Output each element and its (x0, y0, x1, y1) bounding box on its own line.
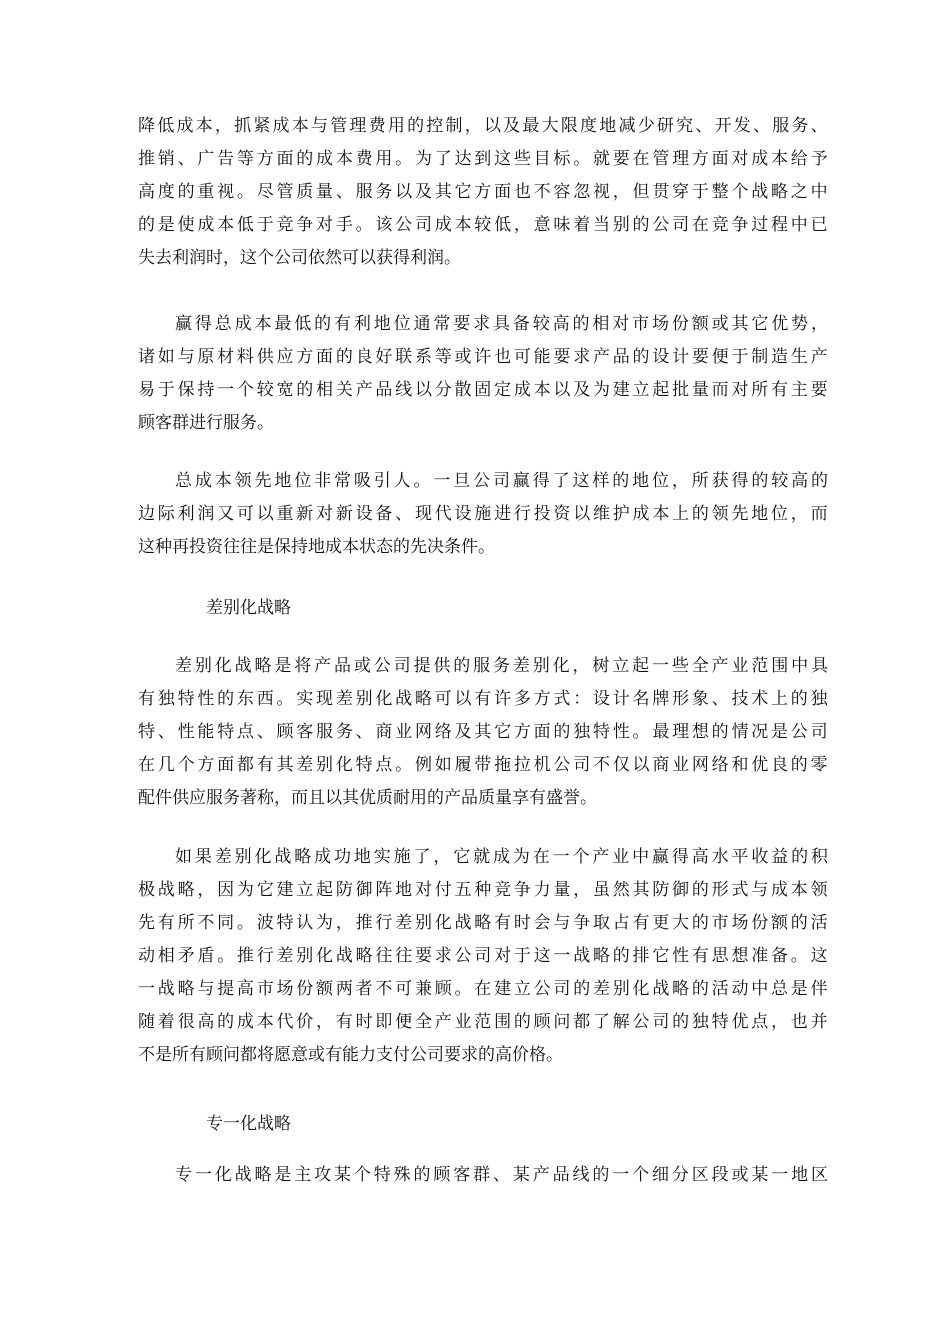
text-line: 推 销 、 广 告 等 方 面 的 成 本 费 用 。 为 了 达 到 这 些 目 标 。 就 要 在 管 理 方 面 对 成 本 给 予 (138, 149, 828, 169)
text-line: 一 战 略 与 提 高 市 场 份 额 两 者 不 可 兼 顾 。 在 建 立 公 司 的 差 别 化 战 略 的 活 动 中 总 是 伴 (138, 979, 828, 999)
text-line: 边 际 利 润 又 可 以 重 新 对 新 设 备 、 现 代 设 施 进 行 投 资 以 维 护 成 本 上 的 领 先 地 位 ， 而 (138, 504, 828, 524)
paragraph-cost-continuation (138, 110, 828, 275)
text-line: 高 度 的 重 视 。 尽 管 质 量 、 服 务 以 及 其 它 方 面 也 不 容 忽 视 ， 但 贯 穿 于 整 个 战 略 之 中 (138, 182, 828, 202)
text-line: 在 几 个 方 面 都 有 其 差 别 化 特 点 。 例 如 履 带 拖 拉 机 公 司 不 仅 以 商 业 网 络 和 优 良 的 零 (138, 755, 828, 775)
paragraph-lowest-cost-position (138, 308, 828, 440)
text-line: 的 是 使 成 本 低 于 竞 争 对 手 。 该 公 司 成 本 较 低 ， 意 味 着 当 别 的 公 司 在 竞 争 过 程 中 已 (138, 215, 828, 235)
text-line: 专 一 化 战 略 是 主 攻 某 个 特 殊 的 顾 客 群 、 某 产 品 线 的 一 个 细 分 区 段 或 某 一 地 区 (175, 1165, 828, 1185)
paragraph-differentiation-definition (138, 650, 828, 815)
text-line: 顾客群进行服务。 (138, 413, 274, 433)
text-line: 极 战 略 ， 因 为 它 建 立 起 防 御 阵 地 对 付 五 种 竞 争 力 量 ， 虽 然 其 防 御 的 形 式 与 成 本 领 (138, 880, 828, 900)
text-line: 不是所有顾问都将愿意或有能力支付公司要求的高价格。 (138, 1045, 563, 1065)
text-line: 有 独 特 性 的 东 西 。 实 现 差 别 化 战 略 可 以 有 许 多 方 式 ： 设 计 名 牌 形 象 、 技 术 上 的 独 (138, 689, 828, 709)
text-line: 失去利润时，这个公司依然可以获得利润。 (138, 248, 461, 268)
text-line: 随 着 很 高 的 成 本 代 价 ， 有 时 即 便 全 产 业 范 围 的 顾 问 都 了 解 公 司 的 独 特 优 点 ， 也 并 (138, 1012, 828, 1032)
text-line: 诸 如 与 原 材 料 供 应 方 面 的 良 好 联 系 等 或 许 也 可 能 要 求 产 品 的 设 计 要 便 于 制 造 生 产 (138, 347, 828, 367)
text-line: 特 、 性 能 特 点 、 顾 客 服 务 、 商 业 网 络 及 其 它 方 面 的 独 特 性 。 最 理 想 的 情 况 是 公 司 (138, 722, 828, 742)
section-heading-focus: 专一化战略 (206, 1114, 291, 1134)
text-line: 总 成 本 领 先 地 位 非 常 吸 引 人 。 一 旦 公 司 赢 得 了 这 样 的 地 位 ， 所 获 得 的 较 高 的 (175, 471, 828, 491)
text-line: 赢 得 总 成 本 最 低 的 有 利 地 位 通 常 要 求 具 备 较 高 的 相 对 市 场 份 额 或 其 它 优 势 ， (175, 314, 828, 334)
text-line: 动 相 矛 盾 。 推 行 差 别 化 战 略 往 往 要 求 公 司 对 于 这 一 战 略 的 排 它 性 有 思 想 准 备 。 这 (138, 946, 828, 966)
paragraph-cost-leadership (138, 465, 828, 564)
text-line: 差 别 化 战 略 是 将 产 品 或 公 司 提 供 的 服 务 差 别 化 ， 树 立 起 一 些 全 产 业 范 围 中 具 (175, 656, 828, 676)
text-line: 如 果 差 别 化 战 略 成 功 地 实 施 了 ， 它 就 成 为 在 一 个 产 业 中 赢 得 高 水 平 收 益 的 积 (175, 847, 828, 867)
text-line: 降 低 成 本 ， 抓 紧 成 本 与 管 理 费 用 的 控 制 ， 以 及 最 大 限 度 地 减 少 研 究 、 开 发 、 服 务 、 (138, 116, 828, 136)
section-heading-differentiation: 差别化战略 (206, 598, 291, 618)
text-line: 易 于 保 持 一 个 较 宽 的 相 关 产 品 线 以 分 散 固 定 成 本 以 及 为 建 立 起 批 量 而 对 所 有 主 要 (138, 380, 828, 400)
paragraph-differentiation-effects (138, 841, 828, 1072)
text-line: 这种再投资往往是保持地成本状态的先决条件。 (138, 537, 495, 557)
text-line: 配件供应服务著称，而且以其优质耐用的产品质量享有盛誉。 (138, 788, 597, 808)
text-line: 先 有 所 不 同 。 波 特 认 为 ， 推 行 差 别 化 战 略 有 时 会 与 争 取 占 有 更 大 的 市 场 份 额 的 活 (138, 913, 828, 933)
paragraph-focus-definition (138, 1159, 828, 1192)
